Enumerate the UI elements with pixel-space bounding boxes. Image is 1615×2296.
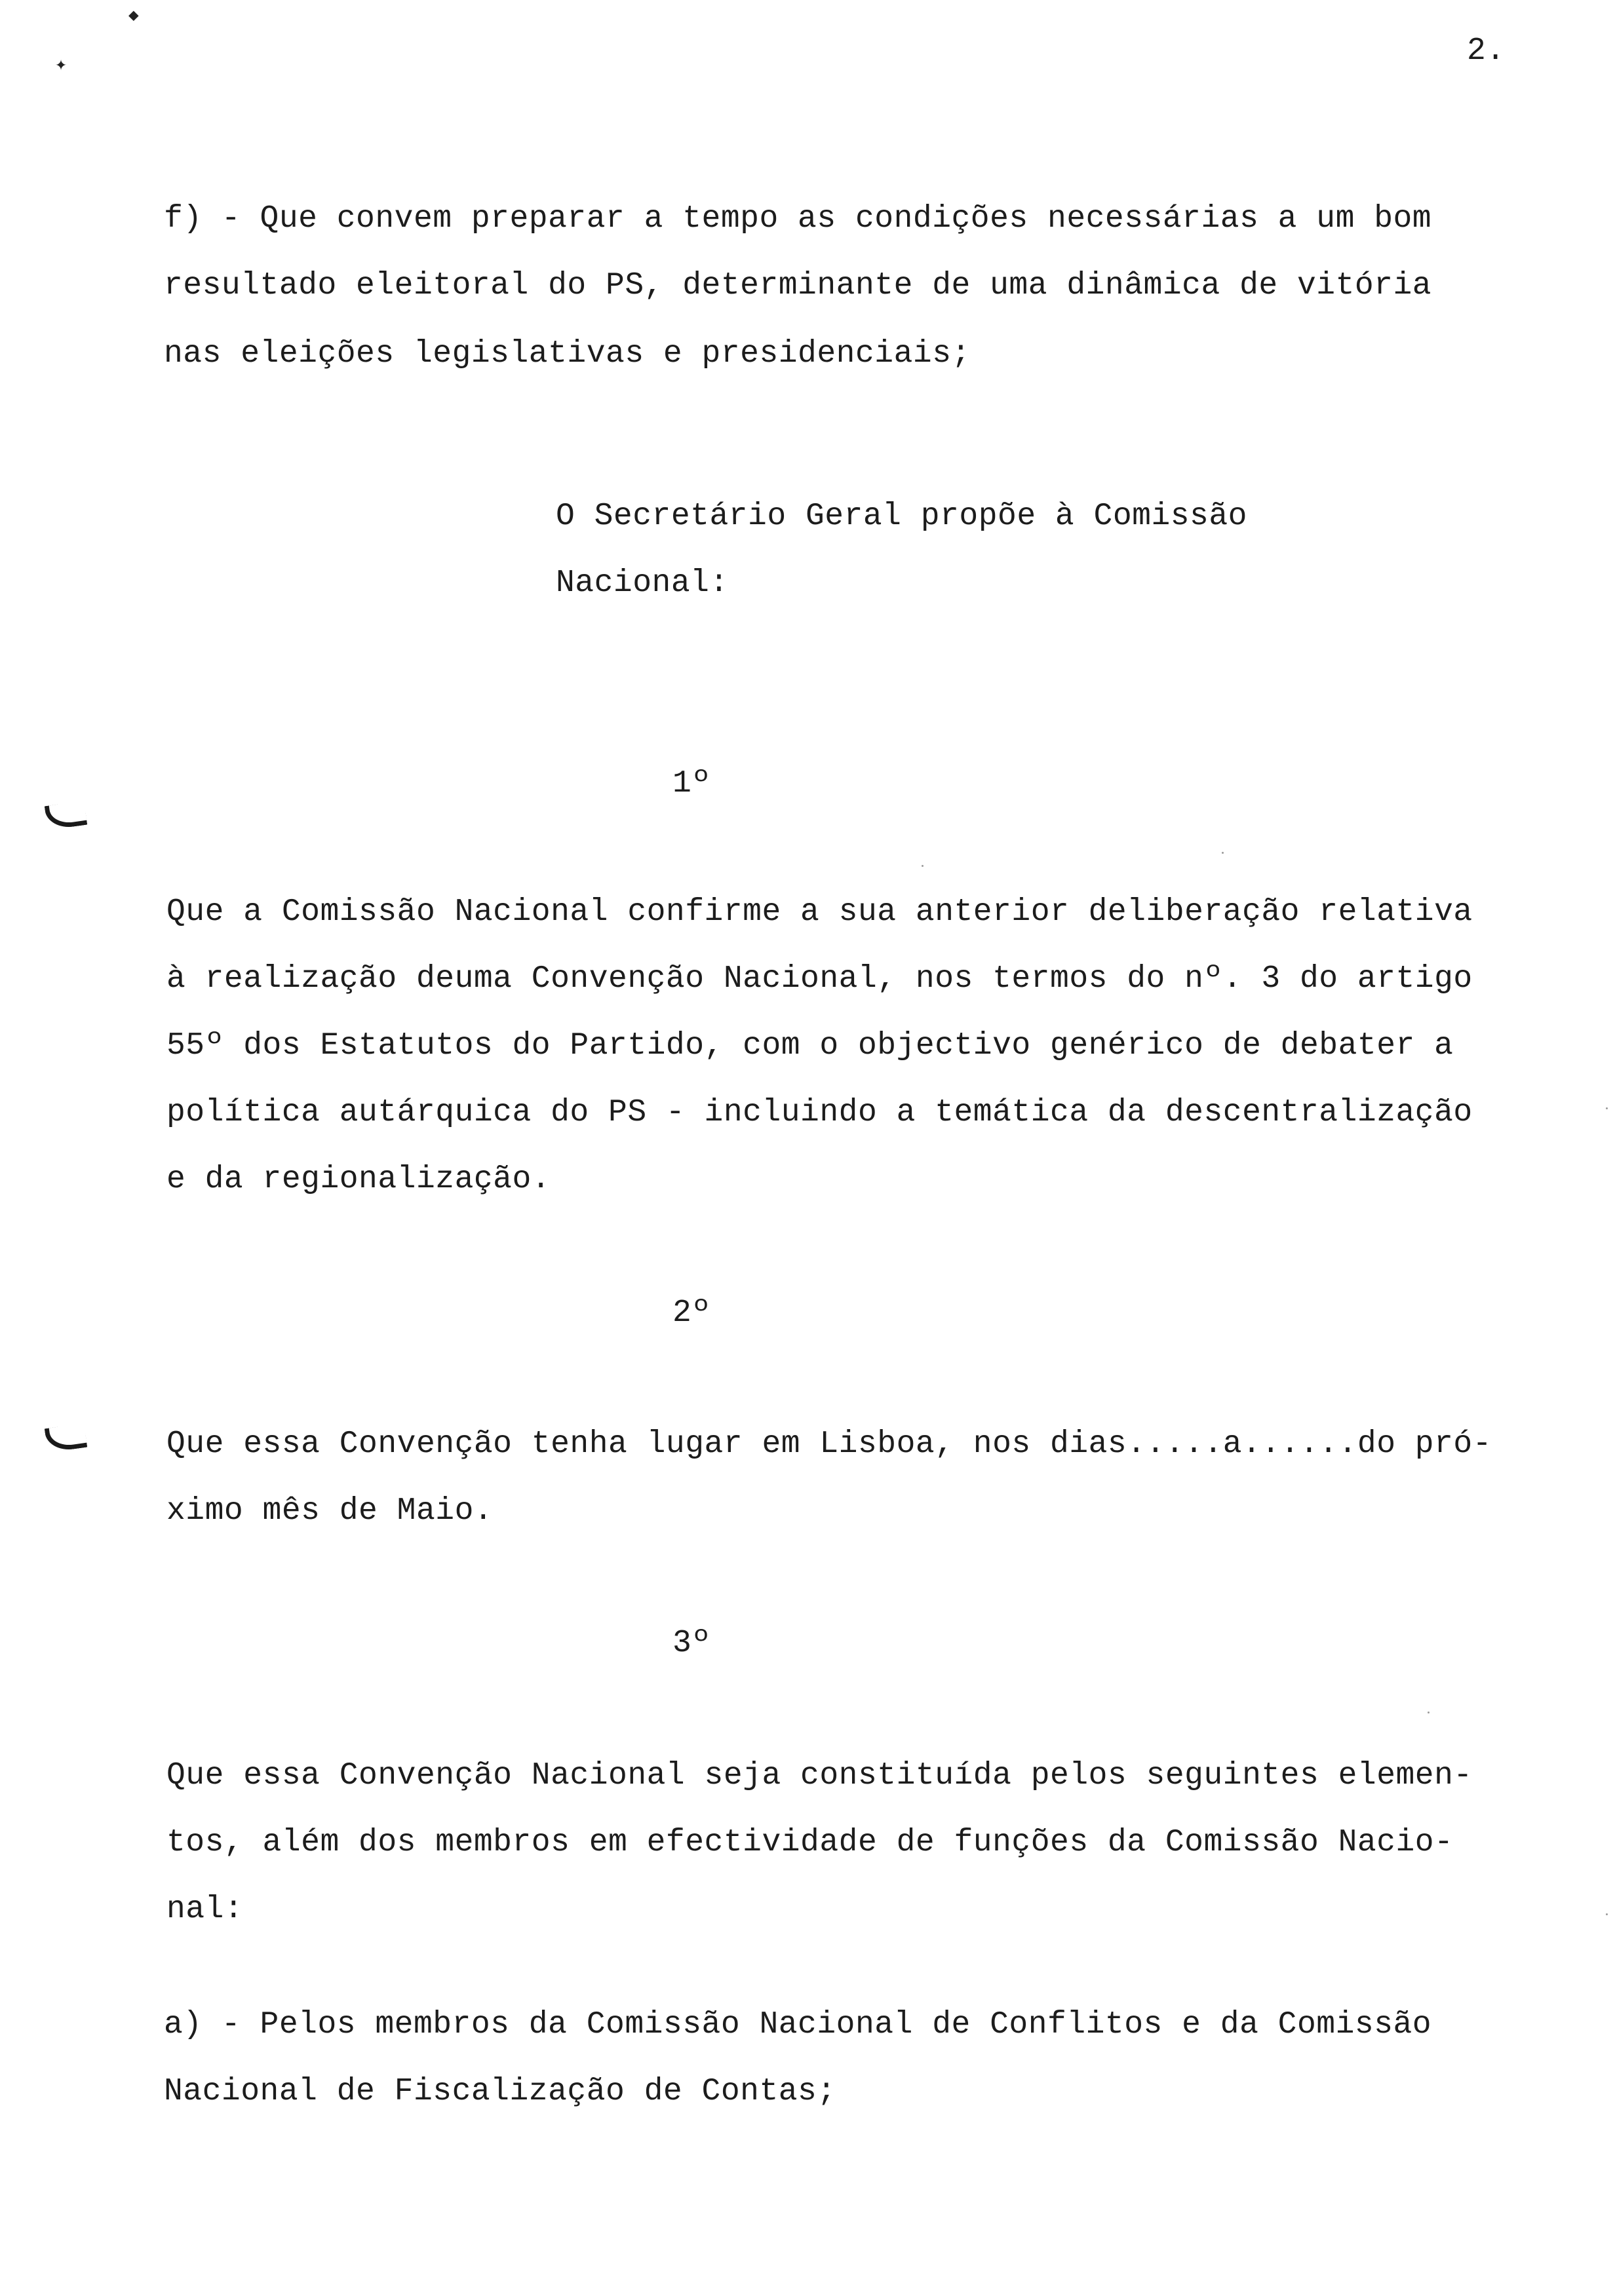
scan-speck bbox=[1606, 1107, 1608, 1109]
scan-speck bbox=[1222, 852, 1224, 854]
margin-hook-icon bbox=[45, 1423, 88, 1453]
paragraph-f-line-3: nas eleições legislativas e presidenciais; bbox=[164, 336, 971, 372]
margin-hook-icon bbox=[45, 801, 88, 830]
item-a-line-1: a) - Pelos membros da Comissão Nacional de Conflitos e da Comissão bbox=[164, 2007, 1432, 2042]
section-heading-1: 1º bbox=[672, 766, 711, 801]
section-1-line-2: à realização deuma Convenção Nacional, nos termos do nº. 3 do artigo bbox=[166, 961, 1473, 997]
paragraph-f-line-2: resultado eleitoral do PS, determinante de uma dinâmica de vitória bbox=[164, 268, 1432, 303]
section-3-line-2: tos, além dos membros em efectividade de funções da Comissão Nacio- bbox=[166, 1825, 1454, 1860]
section-3-line-1: Que essa Convenção Nacional seja constituída pelos seguintes elemen- bbox=[166, 1758, 1473, 1793]
scan-speck bbox=[922, 865, 924, 867]
star-mark-icon: ✦ bbox=[55, 54, 68, 77]
section-heading-2: 2º bbox=[672, 1295, 711, 1331]
section-1-line-5: e da regionalização. bbox=[166, 1162, 551, 1197]
proposal-intro-line-2: Nacional: bbox=[556, 565, 729, 601]
page-number: 2. bbox=[1467, 33, 1506, 69]
section-heading-3: 3º bbox=[672, 1626, 711, 1661]
section-1-line-4: política autárquica do PS - incluindo a temática da descentralização bbox=[166, 1095, 1473, 1130]
section-1-line-1: Que a Comissão Nacional confirme a sua anterior deliberação relativa bbox=[166, 894, 1473, 930]
scan-speck bbox=[1606, 1913, 1608, 1915]
item-a-line-2: Nacional de Fiscalização de Contas; bbox=[164, 2074, 836, 2109]
diamond-mark-icon: ◆ bbox=[128, 6, 139, 26]
scan-speck bbox=[1428, 1712, 1430, 1713]
section-2-line-1: Que essa Convenção tenha lugar em Lisboa, nos dias.....a......do pró- bbox=[166, 1426, 1492, 1462]
section-3-line-3: nal: bbox=[166, 1892, 244, 1927]
proposal-intro-line-1: O Secretário Geral propõe à Comissão bbox=[556, 499, 1247, 534]
paragraph-f-line-1: f) - Que convem preparar a tempo as condições necessárias a um bom bbox=[164, 201, 1432, 237]
section-1-line-3: 55º dos Estatutos do Partido, com o objectivo genérico de debater a bbox=[166, 1028, 1454, 1063]
section-2-line-2: ximo mês de Maio. bbox=[166, 1493, 494, 1529]
